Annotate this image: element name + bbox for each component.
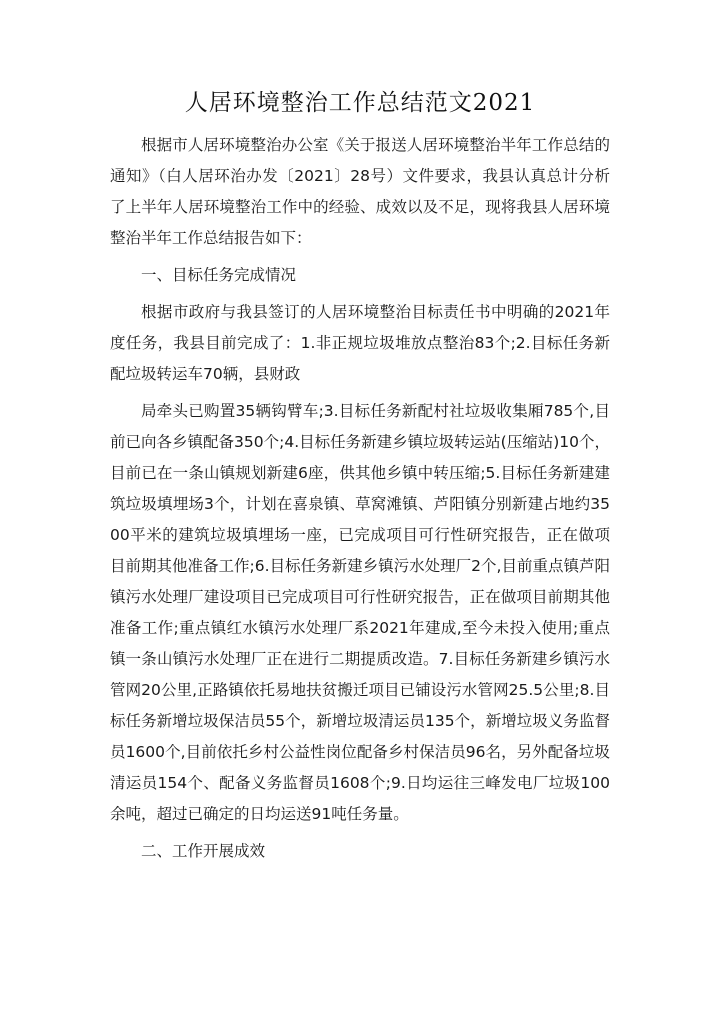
section-1-paragraph-2: 局牵头已购置35辆钩臂车;3.目标任务新配村社垃圾收集厢785个,目前已向各乡镇配备350个;4.目标任务新建乡镇垃圾转运站(压缩站)10个，目前已在一条山镇规划新建6座，供其他乡镇中转压缩;5.目标任务新建建筑垃圾填埋场3个，计划在喜泉镇、草窝滩镇、芦阳镇分别新建占地约3500平米的建筑垃圾填埋场一座，已完成项目可行性研究报告，正在做项目前期其他准备工作;6.目标任务新建乡镇污水处理厂2个,目前重点镇芦阳镇污水处理厂建设项目已完成项目可行性研究报告，正在做项目前期其他准备工作;重点镇红水镇污水处理厂系2021年建成,至今未投入使用;重点镇一条山镇污水处理厂正在进行二期提质改造。7.目标任务新建乡镇污水管网20公里,正路镇依托易地扶贫搬迁项目已铺设污水管网25.5公里;8.目标任务新增垃圾保洁员55个，新增垃圾清运员135个，新增垃圾义务监督员1600个,目前依托乡村公益性岗位配备乡村保洁员96名，另外配备垃圾清运员154个、配备义务监督员1608个;9.日均运往三峰发电厂垃圾100余吨，超过已确定的日均运送91吨任务量。 (110, 402, 610, 823)
section-2-heading: 二、工作开展成效 (141, 842, 266, 860)
section-1-paragraph-1: 根据市政府与我县签订的人居环境整治目标责任书中明确的2021年度任务，我县目前完成了：1.非正规垃圾堆放点整治83个;2.目标任务新配垃圾转运车70辆，县财政 (110, 303, 610, 383)
document-body (110, 130, 610, 867)
intro-paragraph: 根据市人居环境整治办公室《关于报送人居环境整治半年工作总结的通知》（白人居环治办发〔2021〕28号）文件要求，我县认真总计分析了上半年人居环境整治工作中的经验、成效以及不足，现将我县人居环境整治半年工作总结报告如下： (110, 136, 610, 247)
document-title: 人居环境整治工作总结范文2021 (184, 90, 536, 116)
section-1-heading: 一、目标任务完成情况 (141, 266, 297, 284)
